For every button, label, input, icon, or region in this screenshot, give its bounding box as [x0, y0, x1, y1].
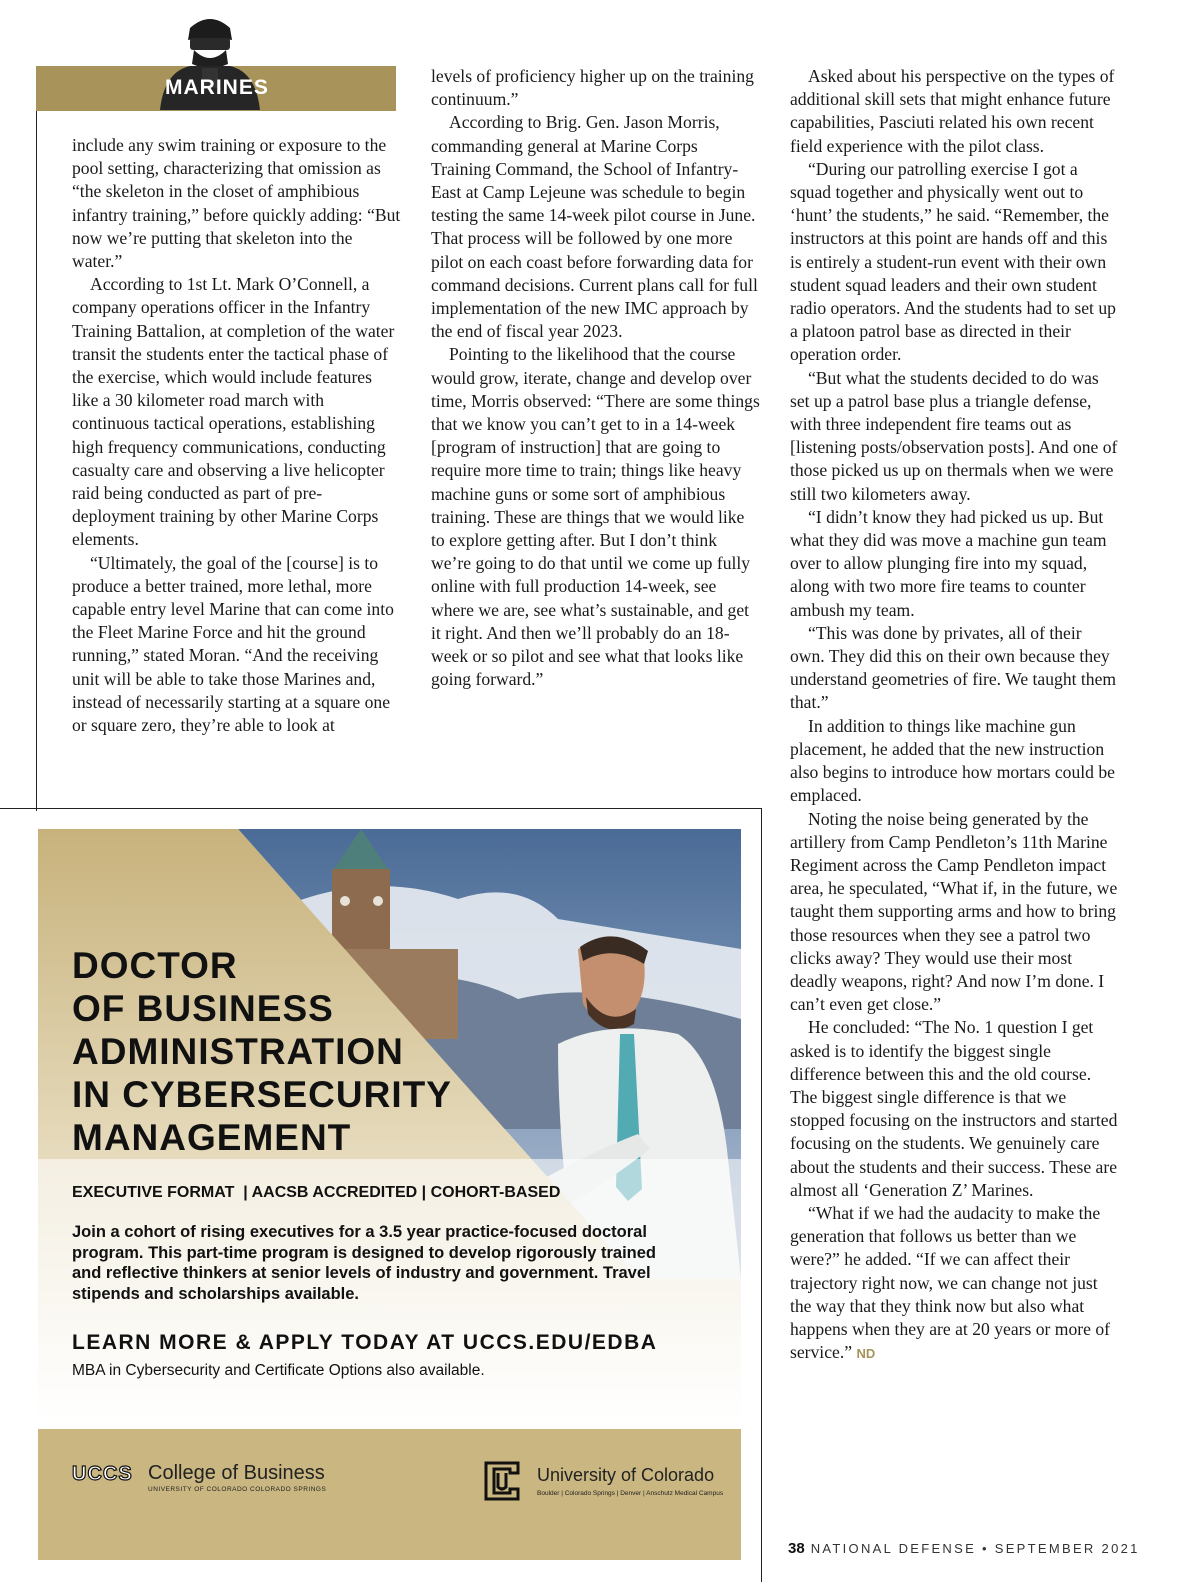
end-mark: ND: [856, 1346, 876, 1362]
paragraph: According to 1st Lt. Mark O’Connell, a company operations officer in the Infantry Training Battalion, at completion of the water transit the students enter the tactical phase of the exercise, which would include features like a 30 kilometer road march with continuous tactical operations, establishing high frequency communications, conducting casualty care and observing a live helicopter raid being conducted as part of pre-deployment training by other Marine Corps elements.: [72, 274, 395, 550]
paragraph-text: “What if we had the audacity to make the generation that follows us better than we were?” he added. “If we can affect their trajectory right now, we can change not just the way that they think now but also what happens when they are at 20 years or more of service.”: [790, 1202, 1110, 1363]
ad-body: Join a cohort of rising executives for a 3.5 year practice-focused doctoral program. This part-time program is designed to develop rigorously trained and reflective thinkers at senior levels of industry and government. Travel stipends and scholarships available.: [72, 1223, 657, 1303]
column-rule: [36, 111, 37, 811]
headline-line: DOCTOR: [72, 945, 238, 986]
paragraph: levels of proficiency higher up on the training continuum.”: [431, 66, 754, 110]
paragraph: He concluded: “The No. 1 question I get asked is to identify the biggest single difference between this and the old course. The biggest single difference is that we stopped focusing on the instructors and started focusing on the students. We genuinely care about the students and their success. These are almost all ‘Generation Z’ Marines.: [790, 1017, 1118, 1200]
article-column-3: [790, 65, 1120, 1365]
paragraph: “But what the students decided to do was set up a patrol base plus a triangle defense, with three independent fire teams out as [listening posts/observation posts]. And one of those picked us up on thermals when we were still two kilometers away.: [790, 367, 1118, 504]
paragraph: “I didn’t know they had picked us up. But what they did was move a machine gun team over to allow plunging fire into my squad, along with two more fire teams to counter ambush my team.: [790, 506, 1107, 620]
paragraph: “Ultimately, the goal of the [course] is to produce a better trained, more lethal, more capable entry level Marine that can come into the Fleet Marine Force and hit the ground running,” stated Moran. “And the receiving unit will be able to take those Marines and, instead of necessarily starting at a square one or square zero, they’re able to look at: [72, 552, 394, 736]
ad-headline: [72, 944, 532, 1159]
cu-logo-icon[interactable]: [480, 1459, 524, 1503]
college-of-business-name: College of Business: [148, 1462, 325, 1484]
paragraph: [790, 1202, 1120, 1365]
uccs-logo[interactable]: UCCS: [72, 1463, 133, 1485]
ad-tags: EXECUTIVE FORMAT | AACSB ACCREDITED | COHORT-BASED: [72, 1184, 561, 1201]
advertisement[interactable]: [38, 829, 741, 1560]
headline-line: IN CYBERSECURITY: [72, 1074, 452, 1115]
publication-info: NATIONAL DEFENSE • SEPTEMBER 2021: [810, 1541, 1140, 1556]
paragraph: “During our patrolling exercise I got a squad together and physically went out to ‘hunt’ the students,” he said. “Remember, the instructors at this point are hands off and this is entirely a student-run event with their own student squad leaders and their own student radio operators. And the students had to set up a platoon patrol base as directed in their operation order.: [790, 158, 1116, 365]
article-column-2: [431, 65, 761, 691]
ad-subtext: MBA in Cybersecurity and Certificate Options also available.: [72, 1362, 485, 1379]
headline-line: MANAGEMENT: [72, 1117, 352, 1158]
paragraph: According to Brig. Gen. Jason Morris, commanding general at Marine Corps Training Command, the School of Infantry-East at Camp Lejeune was schedule to begin testing the same 14-week pilot course in June. That process will be followed by one more pilot on each coast before forwarding data for command decisions. Current plans call for full implementation of the new IMC approach by the end of fiscal year 2023.: [431, 112, 758, 342]
paragraph: Pointing to the likelihood that the course would grow, iterate, change and develop over time, Morris observed: “There are some things that we know you can’t get to in a 14-week [program of instruction] that are going to require more time to train; things like heavy machine guns or some sort of amphibious training. These are things that we would like to explore getting after. But I don’t think we’re going to do that until we come up fully online with full production 14-week, see where we are, see what’s sustainable, and get it right. And then we’ll probably do an 18-week or so pilot and see what that looks like going forward.”: [431, 344, 760, 690]
ad-logo-bar: [38, 1429, 741, 1560]
college-of-business-subtitle: UNIVERSITY OF COLORADO COLORADO SPRINGS: [148, 1486, 327, 1493]
article-column-1: [72, 134, 402, 737]
ad-top-rule: [0, 808, 762, 809]
section-label: MARINES: [165, 76, 269, 99]
cu-campuses: Boulder | Colorado Springs | Denver | Anschutz Medical Campus: [537, 1490, 724, 1497]
paragraph: “This was done by privates, all of their own. They did this on their own because they understand geometries of fire. We taught them that.”: [790, 622, 1117, 713]
headline-line: ADMINISTRATION: [72, 1031, 404, 1072]
paragraph: In addition to things like machine gun placement, he added that the new instruction also begins to introduce how mortars could be emplaced.: [790, 715, 1115, 806]
paragraph: Noting the noise being generated by the artillery from Camp Pendleton’s 11th Marine Regiment across the Camp Pendleton impact area, he speculated, “What if, in the future, we taught them supporting arms and how to bring those resources when they see a patrol two clicks away? They would use their most deadly weapons, right? And now I’m done. I can’t even get close.”: [790, 808, 1118, 1015]
page-footer: [788, 1540, 1140, 1557]
cu-name: University of Colorado: [537, 1465, 715, 1485]
paragraph: Asked about his perspective on the types of additional skill sets that might enhance future capabilities, Pasciuti related his own recent field experience with the pilot class.: [790, 66, 1115, 156]
ad-cta-link[interactable]: LEARN MORE & APPLY TODAY AT UCCS.EDU/EDBA: [72, 1331, 658, 1354]
headline-line: OF BUSINESS: [72, 988, 334, 1029]
ad-right-rule: [761, 808, 762, 1582]
paragraph: include any swim training or exposure to the pool setting, characterizing that omission as “the skeleton in the closet of amphibious infantry training,” before quickly adding: “But now we’re putting that skeleton into the water.”: [72, 135, 401, 272]
page-number: 38: [788, 1540, 805, 1557]
